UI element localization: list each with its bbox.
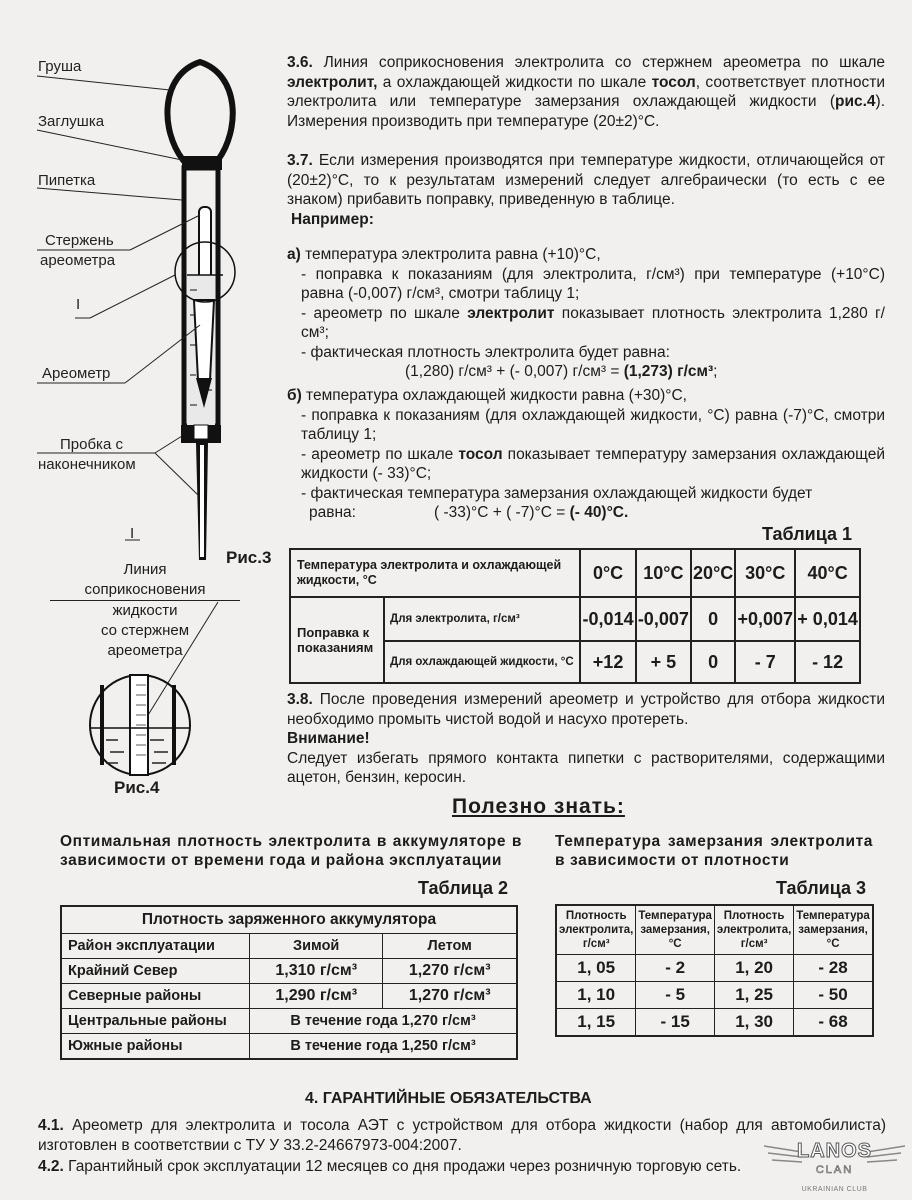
label-section-mark-bottom: I: [130, 525, 135, 542]
label-rod-2: ареометра: [40, 252, 116, 269]
figure-4-label: Линия соприкосновения жидкости со стержнем ареометра: [50, 560, 240, 661]
table-row: Плотность заряженного аккумулятора: [61, 906, 517, 934]
table-row: Южные районы В течение года 1,250 г/см³: [61, 1034, 517, 1060]
warning-title: Внимание!: [287, 730, 370, 747]
warranty-4-1: 4.1. Ареометр для электролита и тосола АЭТ с устройством для отбора жидкости (набор для автомобилиста) изготовлен в соответствии с ТУ У 33.2-24667973-004:2007.: [38, 1117, 886, 1154]
warning-text: Следует избегать прямого контакта пипетки с растворителями, содержащими ацетон, бензин, керосин.: [287, 749, 885, 786]
label-bulb: Груша: [38, 58, 82, 75]
example-b: б) температура охлаждающей жидкости равна (+30)°С, - поправка к показаниям (для охлаждающей жидкости, °С) равна (-7)°С, смотри таблицу 1; - ареометр по шкале тосол показывает температуру замерзания охлаждающей жидкости (- 33)°С; - фактическая температура замерзания охлаждающей жидкости будет равна: ( -33)°С + ( -7)°С = (- 40)°С.: [287, 387, 885, 521]
label-plug: Заглушка: [38, 113, 105, 130]
list-marker: б): [287, 387, 302, 404]
example-label: Например:: [291, 210, 374, 228]
section-number: 3.7.: [287, 152, 313, 169]
table-row: 1, 10 - 5 1, 25 - 50: [556, 982, 873, 1009]
table-3-heading: Температура замерзания электролита в зависимости от плотности: [555, 833, 873, 869]
watermark-sub: CLAN: [815, 1164, 854, 1176]
warranty-title: 4. ГАРАНТИЙНЫЕ ОБЯЗАТЕЛЬСТВА: [305, 1090, 592, 1107]
section-3-8: 3.8. После проведения измерений ареометр и устройство для отбора жидкости необходимо промыть чистой водой и насухо протереть. Внимание! Следует избегать прямого контакта пипетки с растворителями, содержащими ацетон, бензин, керосин.: [287, 691, 885, 786]
table-2-heading: Оптимальная плотность электролита в аккумуляторе в зависимости от времени года и района эксплуатации: [60, 833, 522, 869]
table-row: Плотность электролита, г/см³ Температура замерзания, °С Плотность электролита, г/см³ Температура замерзания, °С: [556, 905, 873, 955]
table-3: [555, 904, 874, 1037]
table-row: Центральные районы В течение года 1,270 г/см³: [61, 1009, 517, 1034]
table-2-title: Таблица 2: [418, 878, 509, 898]
figure-4: [0, 560, 290, 810]
useful-title: Полезно знать:: [452, 795, 625, 818]
table-row: Для охлаждающей жидкости, °С +12 + 5 0 - 7 - 12: [290, 641, 860, 683]
watermark-brand: LANOS: [797, 1140, 872, 1162]
table-row: Температура электролита и охлаждающей жидкости, °С 0°С 10°С 20°С 30°С 40°С: [290, 549, 860, 597]
table-row: 1, 05 - 2 1, 20 - 28: [556, 955, 873, 982]
table-row: Северные районы 1,290 г/см³ 1,270 г/см³: [61, 984, 517, 1009]
table-row: Район эксплуатации Зимой Летом: [61, 934, 517, 959]
table-1: [289, 548, 861, 684]
formula-a: (1,280) г/см³ + (- 0,007) г/см³ = (1,273) г/см³;: [405, 363, 718, 380]
table-row: Поправка к показаниям Для электролита, г/см³ -0,014 -0,007 0 +0,007 + 0,014: [290, 597, 860, 641]
section-number: 3.6.: [287, 54, 313, 71]
section-number: 4.2.: [38, 1158, 64, 1175]
table-2: [60, 905, 518, 1060]
label-section-mark: I: [76, 296, 81, 313]
magnified-contact-line-illustration: [0, 560, 290, 810]
figure-4-caption: Рис.4: [114, 778, 160, 797]
label-rod-1: Стержень: [45, 232, 114, 249]
label-hydrometer: Ареометр: [42, 365, 111, 382]
section-number: 3.8.: [287, 691, 313, 708]
example-a: а) температура электролита равна (+10)°С, - поправка к показаниям (для электролита, г/см³) при температуре (+10°С) равна (-0,007) г/см³, смотри таблицу 1; - ареометр по шкале электролит показывает плотность электролита 1,280 г/см³; - фактическая плотность электролита будет равна: (1,280) г/см³ + (- 0,007) г/см³ = (1,273) г/см³;: [287, 246, 885, 380]
watermark-tagline: UKRAINIAN CLUB: [801, 1186, 868, 1193]
section-3-7: 3.7. Если измерения производятся при температуре жидкости, отличающейся от (20±2)°С, то к результатам измерений следует алгебраически (то есть с ее знаком) прибавить поправку, приведенную в таблице. Например:: [287, 152, 885, 228]
table-3-title: Таблица 3: [776, 878, 867, 898]
warranty-4-2: 4.2. Гарантийный срок эксплуатации 12 месяцев со дня продажи через розничную торговую сеть.: [38, 1158, 742, 1175]
label-stopper-2: наконечником: [38, 456, 136, 473]
section-3-6: 3.6. Линия соприкосновения электролита со стержнем ареометра по шкале электролит, а охлаждающей жидкости по шкале тосол, соответствует плотности электролита или температуре замерзания охлаждающей жидкости (рис.4). Измерения производить при температуре (20±2)°С.: [287, 54, 885, 130]
list-marker: а): [287, 246, 301, 263]
table-row: Крайний Север 1,310 г/см³ 1,270 г/см³: [61, 959, 517, 984]
label-stopper-1: Пробка с: [60, 436, 123, 453]
table-1-title: Таблица 1: [762, 524, 853, 544]
section-number: 4.1.: [38, 1117, 64, 1134]
table-row: 1, 15 - 15 1, 30 - 68: [556, 1009, 873, 1037]
watermark-logo: [762, 1138, 907, 1200]
figure-3: [0, 40, 290, 570]
label-pipette: Пипетка: [38, 172, 96, 189]
figure-3-caption: Рис.3: [226, 548, 272, 567]
